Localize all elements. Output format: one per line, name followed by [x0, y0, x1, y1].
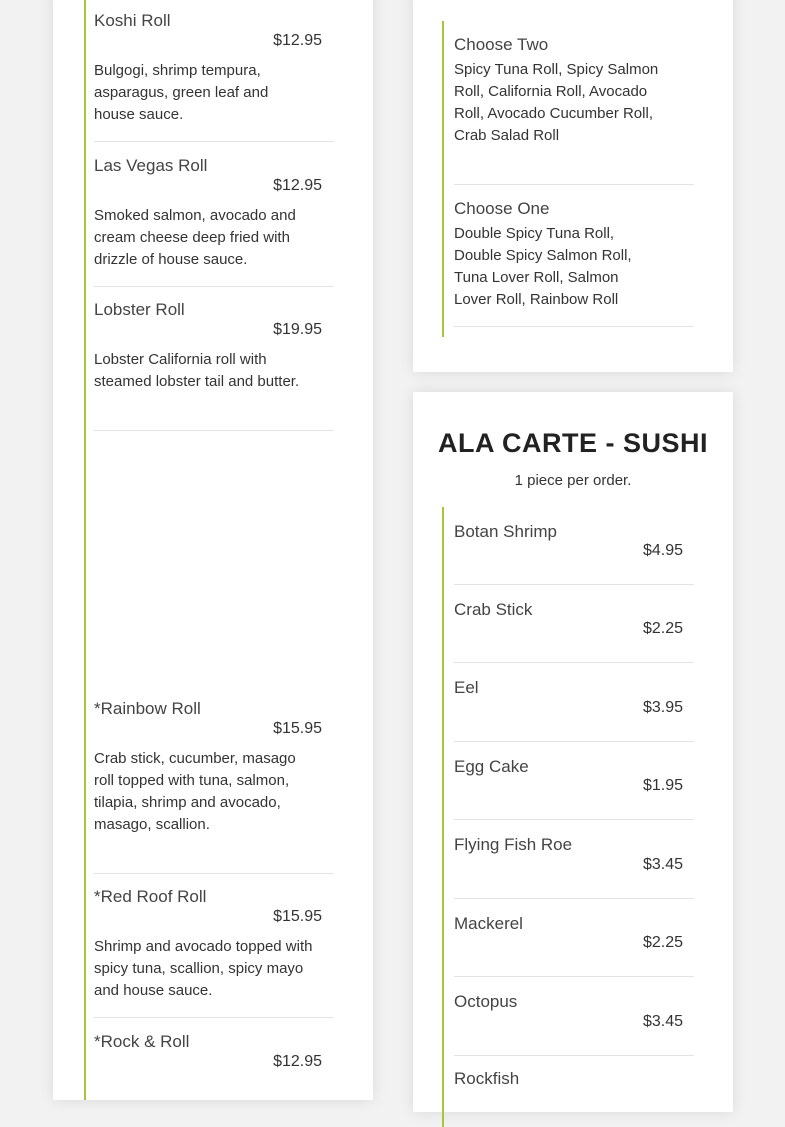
divider [454, 326, 694, 327]
item-name: Botan Shrimp [454, 522, 557, 541]
item-name: Rockfish [454, 1069, 520, 1088]
section-subtitle: 1 piece per order. [514, 472, 632, 489]
item-description: Lobster California roll with steamed lobster tail and butter. [94, 351, 300, 390]
item-price: $15.95 [273, 908, 322, 925]
item-name: Flying Fish Roe [454, 835, 573, 854]
item-name: Eel [454, 678, 479, 697]
divider [454, 898, 694, 899]
item-name: *Rainbow Roll [94, 699, 201, 718]
accent-rail [442, 21, 444, 337]
item-price: $1.95 [642, 777, 683, 794]
item-price: $12.95 [273, 1053, 322, 1070]
item-name: Choose One [454, 199, 550, 218]
item-price: $3.45 [642, 1013, 683, 1030]
item-price: $3.95 [642, 699, 683, 716]
item-description: Double Spicy Tuna Roll, Double Spicy Salmon Roll, Tuna Lover Roll, Salmon Lover Roll, Rainbow Roll [454, 225, 632, 308]
item-description: Smoked salmon, avocado and cream cheese deep fried with drizzle of house sauce. [94, 207, 296, 268]
divider [454, 184, 694, 185]
accent-rail [442, 507, 444, 1127]
section-title: ALA CARTE - SUSHI [438, 428, 708, 458]
alacarte-sushi-card [413, 392, 733, 1112]
item-price: $12.95 [273, 177, 322, 194]
divider [94, 286, 334, 287]
combo-card [413, 0, 733, 372]
item-name: Octopus [454, 992, 518, 1011]
item-name: Mackerel [454, 914, 523, 933]
item-price: $12.95 [273, 32, 322, 49]
item-description: Crab stick, cucumber, masago roll topped with tuna, salmon, tilapia, shrimp and avocado, masago, scallion. [94, 750, 296, 833]
item-price: $3.45 [642, 856, 683, 873]
item-name: Crab Stick [454, 600, 533, 619]
divider [454, 1055, 694, 1056]
item-description: Shrimp and avocado topped with spicy tuna, scallion, spicy mayo and house sauce. [94, 938, 313, 999]
divider [454, 584, 694, 585]
item-name: Las Vegas Roll [94, 156, 208, 175]
divider [454, 741, 694, 742]
item-price: $2.25 [642, 620, 683, 637]
item-name: *Rock & Roll [94, 1032, 190, 1051]
item-name: Koshi Roll [94, 11, 171, 30]
item-name: *Red Roof Roll [94, 887, 207, 906]
item-name: Lobster Roll [94, 300, 185, 319]
item-description: Bulgogi, shrimp tempura, asparagus, green leaf and house sauce. [94, 62, 269, 123]
item-price: $4.95 [642, 542, 683, 559]
divider [94, 1017, 334, 1018]
item-price: $15.95 [273, 720, 322, 737]
divider [94, 430, 334, 431]
divider [94, 873, 334, 874]
item-name: Choose Two [454, 35, 549, 54]
item-name: Egg Cake [454, 757, 529, 776]
divider [454, 819, 694, 820]
accent-rail [84, 0, 86, 1100]
item-price: $2.25 [642, 934, 683, 951]
item-price: $19.95 [273, 321, 322, 338]
divider [454, 662, 694, 663]
roll-menu-card [53, 0, 373, 1100]
divider [94, 141, 334, 142]
divider [454, 976, 694, 977]
item-description: Spicy Tuna Roll, Spicy Salmon Roll, California Roll, Avocado Roll, Avocado Cucumber Roll, Crab Salad Roll [454, 61, 659, 144]
